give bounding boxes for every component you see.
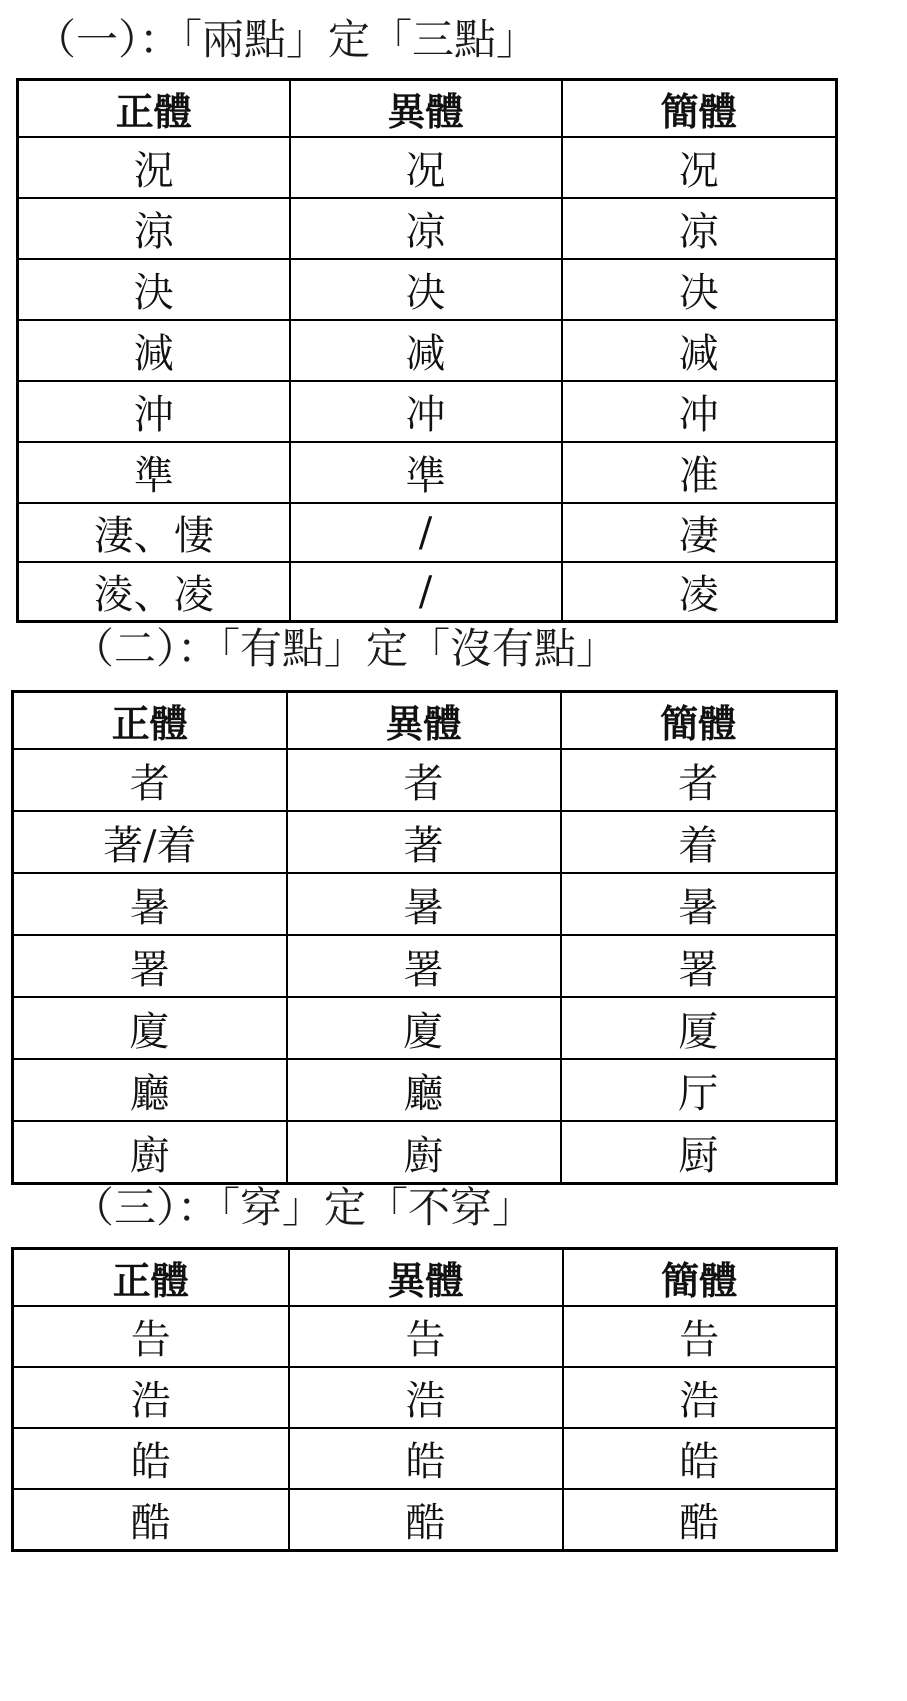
cell-variant: 著	[287, 811, 561, 873]
header-simplified: 簡體	[561, 692, 837, 750]
table-row	[13, 1489, 837, 1551]
cell-standard: 準	[18, 442, 290, 503]
cell-simplified: 减	[562, 320, 837, 381]
cell-simplified: 凉	[562, 198, 837, 259]
table-row	[13, 1428, 837, 1489]
table-row	[18, 442, 837, 503]
header-variant: 異體	[289, 1249, 563, 1307]
table-row	[13, 935, 837, 997]
char-table-1	[16, 78, 838, 623]
cell-simplified: 酷	[563, 1489, 837, 1551]
cell-variant: 告	[289, 1306, 563, 1367]
table-row	[13, 1367, 837, 1428]
cell-variant: 减	[290, 320, 562, 381]
cell-simplified: 准	[562, 442, 837, 503]
cell-variant: 况	[290, 137, 562, 198]
header-simplified: 簡體	[563, 1249, 837, 1307]
cell-variant: 暑	[287, 873, 561, 935]
table-row	[13, 1059, 837, 1121]
cell-simplified: 着	[561, 811, 837, 873]
cell-variant: 廳	[287, 1059, 561, 1121]
table-row	[13, 997, 837, 1059]
cell-simplified: 凌	[562, 562, 837, 622]
cell-standard: 酷	[13, 1489, 289, 1551]
cell-standard: 暑	[13, 873, 287, 935]
header-simplified: 簡體	[562, 80, 837, 138]
cell-simplified: 浩	[563, 1367, 837, 1428]
cell-simplified: 决	[562, 259, 837, 320]
cell-simplified: 告	[563, 1306, 837, 1367]
table-row	[13, 1306, 837, 1367]
cell-simplified: 况	[562, 137, 837, 198]
char-table-3	[11, 1247, 838, 1552]
char-table-2	[11, 690, 838, 1185]
header-standard: 正體	[13, 692, 287, 750]
table-row	[18, 259, 837, 320]
cell-standard: 著/着	[13, 811, 287, 873]
cell-variant: 冲	[290, 381, 562, 442]
table-row	[18, 503, 837, 562]
table-row	[13, 873, 837, 935]
cell-simplified: 冲	[562, 381, 837, 442]
cell-variant: 者	[287, 749, 561, 811]
cell-standard: 廚	[13, 1121, 287, 1184]
cell-variant: /	[290, 562, 562, 622]
cell-standard: 決	[18, 259, 290, 320]
cell-standard: 廈	[13, 997, 287, 1059]
header-variant: 異體	[287, 692, 561, 750]
cell-standard: 署	[13, 935, 287, 997]
cell-standard: 涼	[18, 198, 290, 259]
table-header-row	[13, 692, 837, 750]
cell-simplified: 厅	[561, 1059, 837, 1121]
table-header-row	[18, 80, 837, 138]
cell-standard: 減	[18, 320, 290, 381]
cell-simplified: 厨	[561, 1121, 837, 1184]
table-row	[13, 749, 837, 811]
table-row	[18, 562, 837, 622]
cell-variant: 凖	[290, 442, 562, 503]
cell-simplified: 暑	[561, 873, 837, 935]
cell-standard: 廳	[13, 1059, 287, 1121]
cell-standard: 淒、悽	[18, 503, 290, 562]
table-row	[13, 811, 837, 873]
header-standard: 正體	[13, 1249, 289, 1307]
table-row	[18, 137, 837, 198]
table-row	[18, 381, 837, 442]
cell-standard: 者	[13, 749, 287, 811]
cell-simplified: 厦	[561, 997, 837, 1059]
cell-variant: 凉	[290, 198, 562, 259]
cell-standard: 浩	[13, 1367, 289, 1428]
section-heading-3: （三）：「穿」定「不穿」	[72, 1183, 535, 1232]
cell-variant: /	[290, 503, 562, 562]
cell-variant: 署	[287, 935, 561, 997]
cell-standard: 皓	[13, 1428, 289, 1489]
cell-standard: 況	[18, 137, 290, 198]
cell-standard: 沖	[18, 381, 290, 442]
table-row	[18, 198, 837, 259]
table-header-row	[13, 1249, 837, 1307]
cell-simplified: 署	[561, 935, 837, 997]
cell-simplified: 凄	[562, 503, 837, 562]
header-variant: 異體	[290, 80, 562, 138]
cell-variant: 酷	[289, 1489, 563, 1551]
cell-variant: 决	[290, 259, 562, 320]
table-row	[13, 1121, 837, 1184]
section-heading-1: （一）：「兩點」定「三點」	[34, 15, 539, 64]
cell-simplified: 皓	[563, 1428, 837, 1489]
section-heading-2: （二）：「有點」定「沒有點」	[72, 624, 619, 673]
cell-variant: 皓	[289, 1428, 563, 1489]
cell-standard: 淩、凌	[18, 562, 290, 622]
cell-standard: 告	[13, 1306, 289, 1367]
header-standard: 正體	[18, 80, 290, 138]
cell-variant: 浩	[289, 1367, 563, 1428]
cell-variant: 廚	[287, 1121, 561, 1184]
cell-simplified: 者	[561, 749, 837, 811]
table-row	[18, 320, 837, 381]
cell-variant: 廈	[287, 997, 561, 1059]
